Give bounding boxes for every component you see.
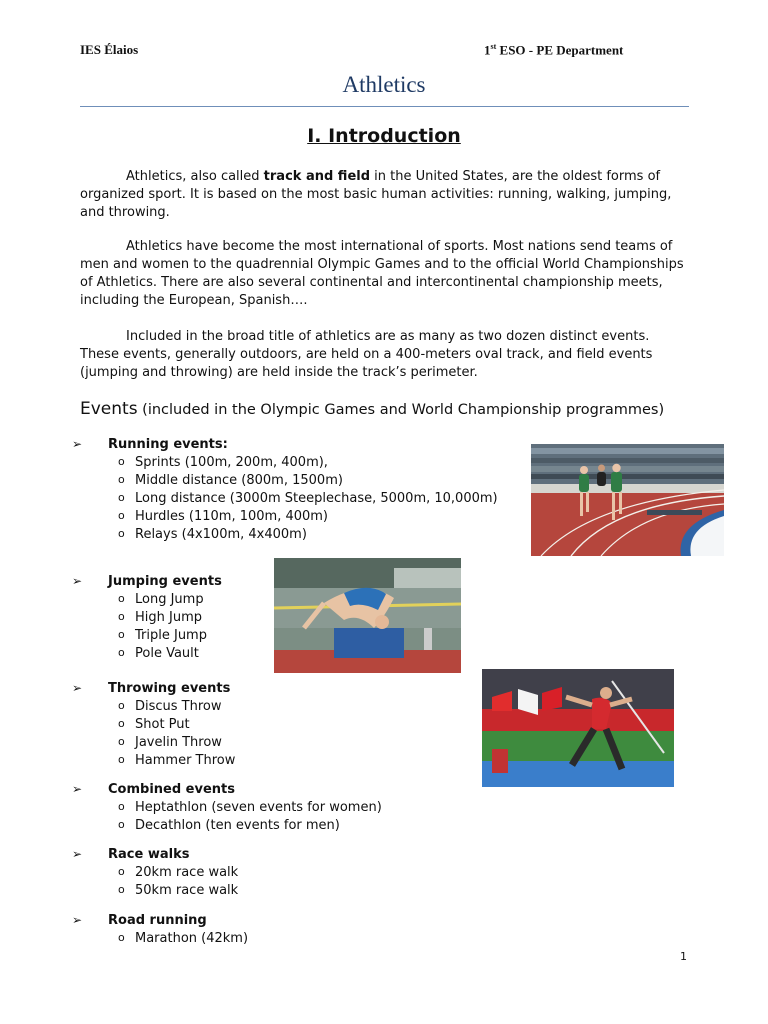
group-label-jumping: Jumping events — [108, 574, 222, 589]
p1-bold: track and field — [263, 169, 371, 184]
p2-text: Athletics have become the most international of sports. Most nations send teams of men and women to the quadrennial Olympic Games and to the official World Championships of Athletics. There are also several continental and intercontinental championship meets, including the European, Spanish…. — [80, 239, 684, 308]
p1-before: Athletics, also called — [126, 169, 264, 184]
page-number: 1 — [680, 950, 687, 963]
group-label-combined: Combined events — [108, 782, 235, 797]
circle-bullet-icon: o — [118, 592, 125, 605]
group-label-road-running: Road running — [108, 913, 207, 928]
arrow-bullet-icon: ➢ — [72, 782, 83, 796]
intro-paragraph-3 — [80, 328, 690, 382]
events-heading-main: Events — [80, 399, 138, 419]
circle-bullet-icon: o — [118, 473, 125, 486]
photo-track-runners — [531, 444, 724, 556]
section-heading: I. Introduction — [307, 125, 461, 147]
circle-bullet-icon: o — [118, 491, 125, 504]
arrow-bullet-icon: ➢ — [72, 681, 83, 695]
circle-bullet-icon: o — [118, 646, 125, 659]
header-department — [484, 42, 623, 58]
circle-bullet-icon: o — [118, 527, 125, 540]
circle-bullet-icon: o — [118, 699, 125, 712]
page-title: Athletics — [342, 72, 426, 97]
intro-paragraph-2 — [80, 238, 690, 310]
arrow-bullet-icon: ➢ — [72, 437, 83, 451]
circle-bullet-icon: o — [118, 735, 125, 748]
photo-high-jump — [274, 558, 461, 673]
circle-bullet-icon: o — [118, 818, 125, 831]
group-label-race-walks: Race walks — [108, 847, 190, 862]
arrow-bullet-icon: ➢ — [72, 847, 83, 861]
circle-bullet-icon: o — [118, 800, 125, 813]
circle-bullet-icon: o — [118, 865, 125, 878]
circle-bullet-icon: o — [118, 931, 125, 944]
events-heading — [80, 399, 720, 419]
circle-bullet-icon: o — [118, 509, 125, 522]
header-department-text: ESO - PE Department — [496, 42, 624, 58]
p1-after: in the United States, are the oldest forms of organized sport. It is based on the most basic human activities: running, walking, jumping, and throwing. — [80, 169, 672, 220]
circle-bullet-icon: o — [118, 753, 125, 766]
circle-bullet-icon: o — [118, 610, 125, 623]
title-divider — [80, 106, 689, 107]
header-grade-suffix: st — [490, 42, 497, 51]
header-school: IES Élaios — [80, 42, 139, 57]
circle-bullet-icon: o — [118, 628, 125, 641]
arrow-bullet-icon: ➢ — [72, 913, 83, 927]
header-grade-number: 1 — [484, 42, 491, 58]
circle-bullet-icon: o — [118, 717, 125, 730]
intro-paragraph-1 — [80, 168, 690, 222]
p3-text: Included in the broad title of athletics are as many as two dozen distinct events. These events, generally outdoors, are held on a 400-meters oval track, and field events (jumping and throwing) are held inside the track’s perimeter. — [80, 329, 653, 380]
group-label-throwing: Throwing events — [108, 681, 231, 696]
group-label-running: Running events: — [108, 437, 228, 452]
circle-bullet-icon: o — [118, 455, 125, 468]
photo-javelin-throw — [482, 669, 674, 787]
events-heading-sub: (included in the Olympic Games and World Championship programmes) — [137, 402, 665, 418]
arrow-bullet-icon: ➢ — [72, 574, 83, 588]
circle-bullet-icon: o — [118, 883, 125, 896]
